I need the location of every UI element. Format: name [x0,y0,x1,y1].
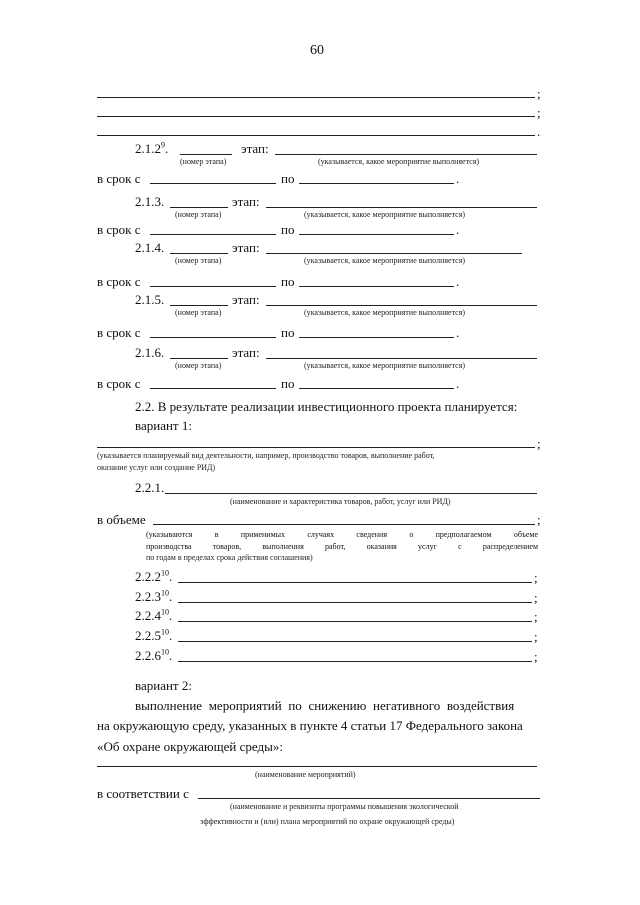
activity-type-caption: (указывается планируемый вид деятельности, например, производство товаров, выполнение работ, [97,451,435,460]
term-to-field[interactable] [299,286,454,287]
item-field[interactable] [178,661,532,662]
volume-field[interactable] [153,524,535,525]
stage-activity-caption: (указывается, какое мероприятие выполняется) [304,210,466,219]
stage-label: этап: [232,194,260,209]
line-end-semicolon: ; [537,86,541,101]
term-from-field[interactable] [150,183,276,184]
item-number-label: 2.2.6$^{10}$. [135,647,173,663]
line-end-semicolon: ; [534,629,538,644]
item-field[interactable] [178,621,532,622]
term-from-label: в срок с [97,325,141,340]
term-from-field[interactable] [150,286,276,287]
term-from-field[interactable] [150,388,276,389]
term-to-field[interactable] [299,337,454,338]
line-end-period: . [456,376,460,391]
line-end-period: . [456,274,460,289]
stage-activity-caption: (указывается, какое мероприятие выполняется) [304,361,466,370]
item-number-label: 2.2.4$^{10}$. [135,607,173,623]
stage-activity-field[interactable] [266,253,522,254]
stage-activity-caption: (указывается, какое мероприятие выполняется) [318,157,480,166]
term-from-label: в срок с [97,171,141,186]
variant-1-label: вариант 1: [135,418,192,433]
line-end-period: . [456,325,460,340]
stage-number-label: 2.1.2$^9$. [135,140,169,156]
term-from-label: в срок с [97,222,141,237]
term-from-field[interactable] [150,337,276,338]
term-from-field[interactable] [150,234,276,235]
item-number-label: 2.2.5$^{10}$. [135,627,173,643]
line-end-period: . [537,124,541,139]
line-end-semicolon: ; [534,570,538,585]
stage-number-label: 2.1.4. [135,240,165,255]
item-field[interactable] [178,582,532,583]
continuation-line [97,97,535,98]
term-from-label: в срок с [97,376,141,391]
goods-name-caption: (наименование и характеристика товаров, работ, услуг или РИД) [230,497,451,506]
item-number-label: 2.2.3$^{10}$. [135,588,173,604]
variant-2-text: выполнение мероприятий по снижению негативного воздействия [135,698,515,713]
stage-activity-caption: (указывается, какое мероприятие выполняется) [304,256,466,265]
stage-number-caption: (номер этапа) [180,157,227,166]
activity-type-caption: оказание услуг или создание РИД) [97,463,216,472]
term-to-label: по [281,222,295,237]
line-end-semicolon: ; [537,436,541,451]
line-end-period: . [456,222,460,237]
volume-caption: производства товаров, выполнения работ, оказания услуг с распределением [146,542,538,551]
accordance-caption: (наименование и реквизиты программы повышения экологической [230,802,459,811]
stage-activity-field[interactable] [266,305,537,306]
variant-2-text: «Об охране окружающей среды»: [97,739,283,754]
term-to-label: по [281,376,295,391]
term-to-field[interactable] [299,234,454,235]
line-end-period: . [456,171,460,186]
volume-label: в объеме [97,512,146,527]
line-end-semicolon: ; [534,649,538,664]
variant-2-label: вариант 2: [135,678,192,693]
stage-number-caption: (номер этапа) [175,308,222,317]
term-to-field[interactable] [299,388,454,389]
line-end-semicolon: ; [537,512,541,527]
variant-2-text: на окружающую среду, указанных в пункте 4 статьи 17 Федерального закона [97,718,523,733]
accordance-field[interactable] [198,798,540,799]
continuation-line [97,135,535,136]
item-field[interactable] [178,602,532,603]
volume-caption: по годам в пределах срока действия соглашения) [146,553,313,562]
stage-number-caption: (номер этапа) [175,210,222,219]
stage-label: этап: [232,292,260,307]
stage-activity-field[interactable] [266,358,537,359]
term-from-label: в срок с [97,274,141,289]
term-to-label: по [281,325,295,340]
item-number-label: 2.2.2$^{10}$. [135,568,173,584]
stage-activity-field[interactable] [266,207,537,208]
line-end-semicolon: ; [537,105,541,120]
stage-number-label: 2.1.5. [135,292,165,307]
goods-name-field[interactable] [165,493,537,494]
accordance-caption: эффективности и (или) плана мероприятий по охране окружающей среды) [200,817,455,826]
item-field[interactable] [178,641,532,642]
item-number-label: 2.2.1. [135,480,165,495]
accordance-label: в соответствии с [97,786,189,801]
line-end-semicolon: ; [534,609,538,624]
line-end-semicolon: ; [534,590,538,605]
term-to-label: по [281,274,295,289]
activity-type-field[interactable] [97,447,535,448]
stage-number-label: 2.1.3. [135,194,165,209]
page-number: 60 [310,43,324,58]
stage-number-field[interactable] [170,305,228,306]
stage-activity-caption: (указывается, какое мероприятие выполняется) [304,308,466,317]
stage-label: этап: [241,141,269,156]
continuation-line [97,116,535,117]
stage-number-caption: (номер этапа) [175,256,222,265]
stage-activity-field[interactable] [275,154,537,155]
stage-number-field[interactable] [170,207,228,208]
stage-number-field[interactable] [180,154,232,155]
measures-caption: (наименование мероприятий) [255,770,356,779]
stage-label: этап: [232,345,260,360]
section-heading: 2.2. В результате реализации инвестиционного проекта планируется: [135,399,518,414]
measures-field[interactable] [97,766,537,767]
term-to-label: по [281,171,295,186]
stage-label: этап: [232,240,260,255]
stage-number-field[interactable] [170,358,228,359]
stage-number-field[interactable] [170,253,228,254]
stage-number-label: 2.1.6. [135,345,165,360]
stage-number-caption: (номер этапа) [175,361,222,370]
term-to-field[interactable] [299,183,454,184]
volume-caption: (указываются в применимых случаях сведения о предполагаемом объеме [146,530,538,539]
